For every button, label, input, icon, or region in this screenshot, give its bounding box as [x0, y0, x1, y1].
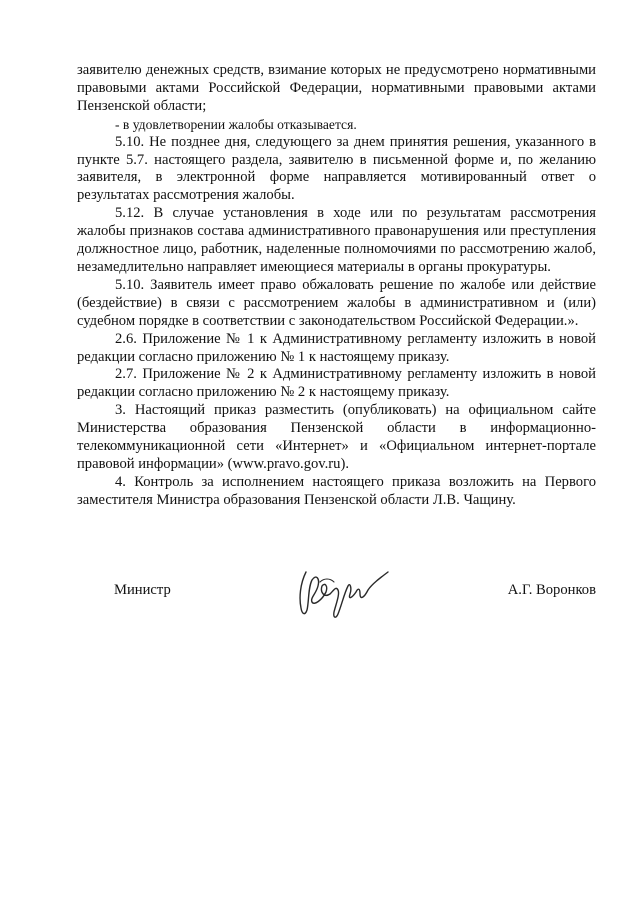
paragraph-refusal: - в удовлетворении жалобы отказывается.	[115, 116, 357, 132]
signature-block	[114, 582, 596, 632]
signatory-name: А.Г. Воронков	[507, 582, 596, 598]
paragraph-2-6: 2.6. Приложение № 1 к Административному регламенту изложить в новой редакции согласно приложению № 1 к настоящему приказу.	[77, 330, 596, 365]
paragraph-5-10-response: 5.10. Не позднее дня, следующего за днем принятия решения, указанного в пункте 5.7. настоящего раздела, заявителю в письменной форме и, по желанию заявителя, в электронной форме направляется мотивированный ответ о результатах рассмотрения жалобы.	[77, 133, 596, 204]
paragraph-continuation: заявителю денежных средств, взимание которых не предусмотрено нормативными правовыми актами Российской Федерации, нормативными правовыми актами Пензенской области;	[77, 62, 596, 114]
paragraph-3: 3. Настоящий приказ разместить (опубликовать) на официальном сайте Министерства образования Пензенской области в информационно-телекоммуникационной сети «Интернет» и «Официальном интернет-портале правовой информации» (www.pravo.gov.ru).	[77, 402, 596, 472]
paragraph-5-10-appeal: 5.10. Заявитель имеет право обжаловать решение по жалобе или действие (бездействие) в связи с рассмотрением жалобы в административном и (или) судебном порядке в соответствии с законодательством Российской Федерации.».	[77, 276, 596, 329]
paragraph-2-7: 2.7. Приложение № 2 к Административному регламенту изложить в новой редакции согласно приложению № 2 к настоящему приказу.	[77, 366, 596, 401]
paragraph-5-12: 5.12. В случае установления в ходе или по результатам рассмотрения жалобы признаков состава административного правонарушения или преступления должностное лицо, работник, наделенные полномочиями по рассмотрению жалоб, незамедлительно направляет имеющиеся материалы в органы прокуратуры.	[77, 205, 596, 275]
document-body	[77, 62, 596, 510]
paragraph-4: 4. Контроль за исполнением настоящего приказа возложить на Первого заместителя Министра образования Пензенской области Л.В. Чащину.	[77, 473, 596, 508]
handwritten-signature	[290, 564, 390, 624]
signatory-title: Министр	[114, 582, 171, 598]
